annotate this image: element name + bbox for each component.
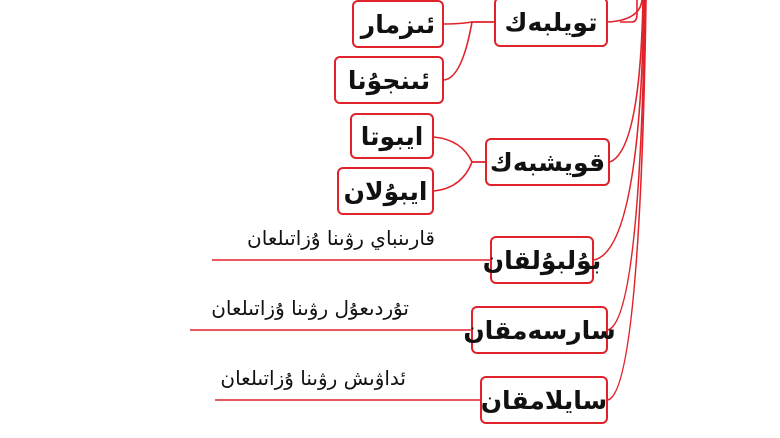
node-label: ئىزمار — [360, 9, 436, 39]
connector-n2-child1 — [434, 137, 485, 162]
connector-n2-child2 — [434, 162, 485, 191]
node-aibota[interactable] — [350, 113, 434, 159]
node-note-sailamkan: ئداۋىش رۋىنا ۇزاتىلعان — [220, 366, 406, 390]
node-injuna[interactable] — [334, 56, 444, 104]
node-label: تويلبەك — [504, 7, 598, 37]
node-izmar[interactable] — [352, 0, 444, 48]
node-label: ايبوتا — [360, 121, 424, 151]
node-label: ايبۇلان — [343, 176, 428, 206]
node-note-bulbulkan: قارىنباي رۋىنا ۇزاتىلعان — [247, 226, 435, 250]
node-label: سايلامقان — [480, 385, 608, 415]
node-note-sarsemkan: تۇردىعۇل رۋىنا ۇزاتىلعان — [211, 296, 409, 320]
connector-trunk-n2 — [610, 0, 643, 162]
node-label: قويشبەك — [489, 147, 606, 177]
node-aibolan[interactable] — [337, 167, 434, 215]
node-sarsemkan[interactable] — [463, 306, 616, 354]
partial-node-edge — [620, 0, 637, 22]
node-sailamkan[interactable] — [480, 376, 608, 424]
node-bulbulkan[interactable] — [482, 236, 602, 284]
node-koishbek[interactable] — [485, 138, 610, 186]
node-label: سارسەمقان — [463, 315, 616, 345]
node-label: ئىنجۇنا — [347, 65, 431, 95]
node-toilebek[interactable] — [494, 0, 608, 47]
node-label: بۇلبۇلقان — [482, 245, 602, 275]
connector-trunk-n4 — [608, 0, 645, 330]
connector-n1-child2 — [444, 22, 494, 80]
